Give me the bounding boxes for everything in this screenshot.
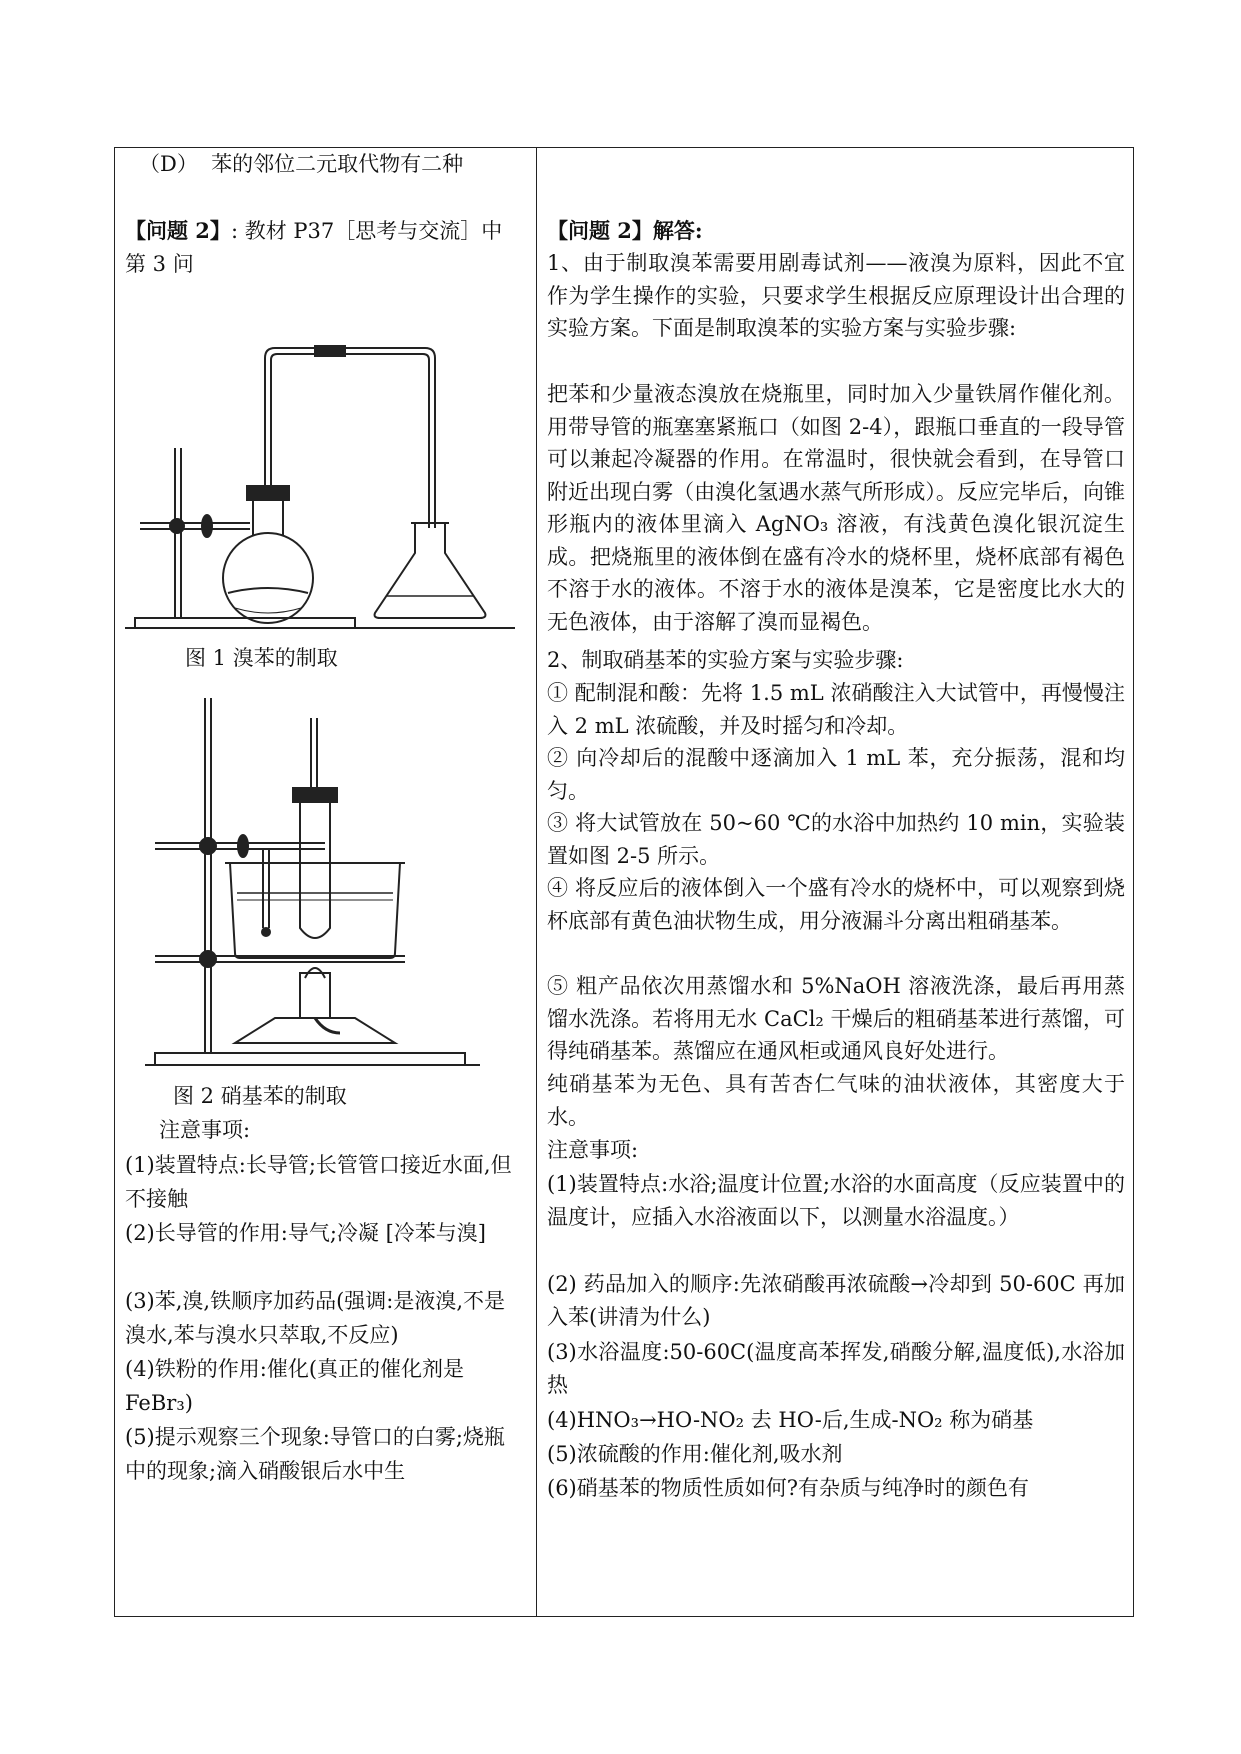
step-3: ③ 将大试管放在 50~60 ℃的水浴中加热约 10 min，实验装置如图 2-5 所示。 — [547, 811, 1125, 868]
content-table — [114, 147, 1134, 1617]
left-note-5: (5)提示观察三个现象:导管口的白雾;烧瓶中的现象;滴入硝酸银后水中生 — [125, 1425, 505, 1483]
step-2: ② 向冷却后的混酸中逐滴加入 1 mL 苯，充分振荡，混和均匀。 — [547, 746, 1125, 803]
column-divider — [536, 148, 537, 1616]
nitrobenzene-apparatus-diagram — [125, 688, 523, 1078]
left-note-2: (2)长导管的作用:导气;冷凝 [冷苯与溴] — [125, 1221, 486, 1245]
answer-paragraph-1: 1、由于制取溴苯需要用剧毒试剂——液溴为原料，因此不宜作为学生操作的实验，只要求学生根据反应原理设计出合理的实验方案。下面是制取溴苯的实验方案与实验步骤: — [547, 251, 1125, 340]
left-note-4: (4)铁粉的作用:催化(真正的催化剂是 FeBr₃) — [125, 1357, 465, 1415]
option-d: （D） 苯的邻位二元取代物有二种 — [139, 152, 464, 176]
step-4: ④ 将反应后的液体倒入一个盛有冷水的烧杯中，可以观察到烧杯底部有黄色油状物生成，用分液漏斗分离出粗硝基苯。 — [547, 876, 1125, 933]
question-2-title: 【问题 2】 — [125, 218, 231, 243]
right-note-4: (4)HNO₃→HO-NO₂ 去 HO-后,生成-NO₂ 称为硝基 — [547, 1408, 1034, 1432]
answer-paragraph-3: 2、制取硝基苯的实验方案与实验步骤: — [547, 648, 904, 672]
figure-1-caption: 图 1 溴苯的制取 — [185, 646, 338, 670]
right-note-6: (6)硝基苯的物质性质如何?有杂质与纯净时的颜色有 — [547, 1476, 1030, 1500]
left-note-1: (1)装置特点:长导管;长管管口接近水面,但不接触 — [125, 1153, 512, 1211]
answer-paragraph-2: 把苯和少量液态溴放在烧瓶里，同时加入少量铁屑作催化剂。用带导管的瓶塞塞紧瓶口（如图 2-4），跟瓶口垂直的一段导管可以兼起冷凝器的作用。在常温时，很快就会看到，在导管口附近出现白雾（由溴化氢遇水蒸气所形成）。反应完毕后，向锥形瓶内的液体里滴入 AgNO₃ 溶液，有浅黄色溴化银沉淀生成。把烧瓶里的液体倒在盛有冷水的烧杯里，烧杯底部有褐色不溶于水的液体。不溶于水的液体是溴苯，它是密度比水大的无色液体，由于溶解了溴而显褐色。 — [547, 382, 1125, 634]
answer-paragraph-4: 纯硝基苯为无色、具有苦杏仁气味的油状液体，其密度大于水。 — [547, 1072, 1125, 1129]
right-note-1: (1)装置特点:水浴;温度计位置;水浴的水面高度（反应装置中的温度计，应插入水浴液面以下，以测量水浴温度。） — [547, 1172, 1125, 1229]
right-note-5: (5)浓硫酸的作用:催化剂,吸水剂 — [547, 1442, 843, 1466]
question-2-heading — [125, 214, 523, 281]
right-note-3: (3)水浴温度:50-60C(温度高苯挥发,硝酸分解,温度低),水浴加热 — [547, 1340, 1125, 1397]
left-notes-title: 注意事项: — [159, 1118, 251, 1142]
bromobenzene-apparatus-diagram — [125, 278, 523, 638]
step-5: ⑤ 粗产品依次用蒸馏水和 5%NaOH 溶液洗涤，最后再用蒸馏水洗涤。若将用无水 CaCl₂ 干燥后的粗硝基苯进行蒸馏，可得纯硝基苯。蒸馏应在通风柜或通风良好处进行。 — [547, 974, 1125, 1063]
step-1: ① 配制混和酸：先将 1.5 mL 浓硝酸注入大试管中，再慢慢注入 2 mL 浓硫酸，并及时摇匀和冷却。 — [547, 681, 1125, 738]
left-note-3: (3)苯,溴,铁顺序加药品(强调:是液溴,不是溴水,苯与溴水只萃取,不反应) — [125, 1289, 506, 1347]
answer-title: 【问题 2】解答: — [547, 218, 703, 243]
right-note-2: (2) 药品加入的顺序:先浓硝酸再浓硫酸→冷却到 50-60C 再加入苯(讲清为什么) — [547, 1272, 1125, 1329]
right-notes-title: 注意事项: — [547, 1138, 639, 1162]
figure-2-caption: 图 2 硝基苯的制取 — [173, 1084, 347, 1108]
question-2-text: : 教材 P37［思考与交流］中第 3 问 — [125, 219, 503, 276]
